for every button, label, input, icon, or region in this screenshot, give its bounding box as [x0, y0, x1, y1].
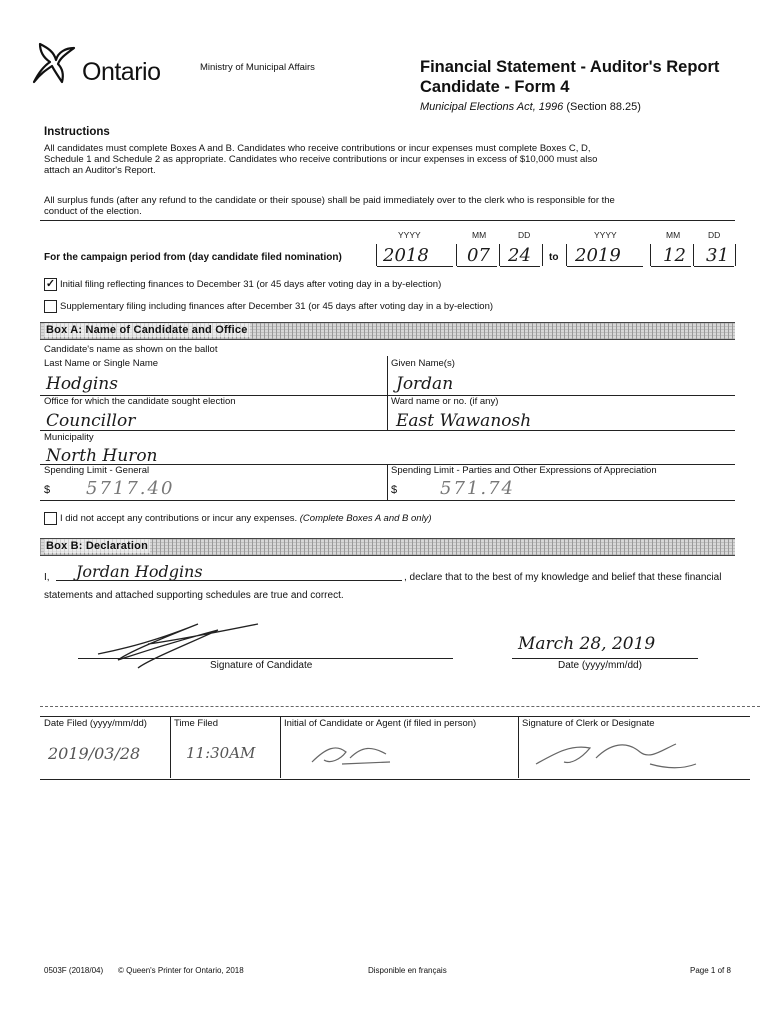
- clerk-signature-label: Signature of Clerk or Designate: [522, 718, 655, 729]
- time-filed-label: Time Filed: [174, 718, 218, 729]
- supplementary-filing-label: Supplementary filing including finances after December 31 (or 45 days after voting day in a by-election): [60, 301, 494, 312]
- period-to-label: to: [549, 252, 559, 263]
- box-b-title: Box B: Declaration: [46, 540, 149, 552]
- given-name-label: Given Name(s): [391, 358, 455, 369]
- act-name: Municipal Elections Act, 1996: [420, 101, 564, 113]
- no-contributions-note: (Complete Boxes A and B only): [299, 513, 432, 524]
- municipality-value[interactable]: North Huron: [46, 446, 158, 466]
- office-label: Office for which the candidate sought election: [44, 396, 236, 407]
- agent-initial-signature[interactable]: [306, 738, 396, 768]
- instructions-p2-l1: All surplus funds (after any refund to the candidate or their spouse) shall be paid immediately over to the clerk who is responsible for the: [44, 195, 615, 206]
- hdr-from-mm: MM: [472, 230, 487, 240]
- page-number: Page 1 of 8: [690, 966, 731, 975]
- from-mm-field[interactable]: 07: [457, 244, 497, 267]
- initial-agent-label: Initial of Candidate or Agent (if filed in person): [284, 718, 477, 729]
- initial-filing-checkbox[interactable]: [44, 278, 57, 291]
- to-yyyy-field[interactable]: 2019: [567, 244, 643, 267]
- last-name-value[interactable]: Hodgins: [46, 374, 118, 394]
- office-use-divider: [40, 706, 760, 707]
- logo-text: Ontario: [82, 58, 161, 86]
- spending-limit-parties-currency: $: [391, 484, 398, 496]
- ontario-logo: [30, 38, 190, 90]
- from-dd-field[interactable]: 24: [500, 244, 540, 267]
- declaration-date-label: Date (yyyy/mm/dd): [558, 660, 642, 671]
- instructions-heading: Instructions: [44, 126, 110, 138]
- spending-limit-general-value[interactable]: 5717.40: [86, 478, 175, 499]
- trillium-icon: [30, 38, 78, 86]
- box-a-title: Box A: Name of Candidate and Office: [46, 324, 248, 336]
- form-number: 0503F (2018/04): [44, 966, 104, 975]
- spending-limit-parties-label: Spending Limit - Parties and Other Expressions of Appreciation: [391, 465, 657, 476]
- title-line-2: Candidate - Form 4: [420, 78, 570, 96]
- clerk-signature[interactable]: [530, 734, 700, 774]
- checkmark-icon: ✓: [45, 278, 56, 290]
- declaration-date-value[interactable]: March 28, 2019: [518, 634, 656, 654]
- ballot-name-note: Candidate's name as shown on the ballot: [44, 344, 218, 355]
- hdr-to-mm: MM: [666, 230, 681, 240]
- instructions-p2-l2: conduct of the election.: [44, 206, 142, 217]
- hdr-to-yyyy: YYYY: [594, 230, 617, 240]
- instructions-p1-l2: Schedule 1 and Schedule 2 as appropriate. Candidates who receive contributions or incur expenses in excess of $10,000 must also: [44, 154, 598, 165]
- declaration-text-2: statements and attached supporting schedules are true and correct.: [44, 590, 344, 601]
- spending-limit-parties-value[interactable]: 571.74: [440, 478, 515, 499]
- no-contributions-checkbox[interactable]: [44, 512, 57, 525]
- instructions-divider: [40, 220, 735, 221]
- hdr-from-yyyy: YYYY: [398, 230, 421, 240]
- time-filed-value[interactable]: 11:30AM: [186, 744, 256, 762]
- copyright: © Queen's Printer for Ontario, 2018: [118, 966, 244, 975]
- declaration-text-1: , declare that to the best of my knowledge and belief that these financial: [404, 572, 722, 583]
- last-name-label: Last Name or Single Name: [44, 358, 159, 369]
- initial-filing-label: Initial filing reflecting finances to December 31 (or 45 days after voting day in a by-election): [60, 279, 442, 290]
- given-name-value[interactable]: Jordan: [396, 374, 454, 394]
- instructions-p1-l3: attach an Auditor's Report.: [44, 165, 156, 176]
- ward-value[interactable]: East Wawanosh: [396, 411, 532, 431]
- ministry-name: Ministry of Municipal Affairs: [200, 62, 315, 73]
- signature-label: Signature of Candidate: [210, 660, 313, 671]
- spending-limit-general-label: Spending Limit - General: [44, 465, 150, 476]
- title-line-1: Financial Statement - Auditor's Report: [420, 58, 720, 76]
- date-filed-value[interactable]: 2019/03/28: [48, 744, 141, 763]
- office-value[interactable]: Councillor: [46, 411, 136, 431]
- act-section: (Section 88.25): [566, 101, 641, 113]
- supplementary-filing-checkbox[interactable]: [44, 300, 57, 313]
- no-contributions-text: [60, 513, 432, 524]
- municipality-label: Municipality: [44, 432, 94, 443]
- declarant-name[interactable]: Jordan Hodgins: [76, 562, 203, 581]
- hdr-from-dd: DD: [518, 230, 531, 240]
- to-dd-field[interactable]: 31: [694, 244, 734, 267]
- declaration-i: I,: [44, 572, 50, 583]
- campaign-period-label: For the campaign period from (day candidate filed nomination): [44, 252, 342, 263]
- instructions-paragraph-2: [44, 195, 744, 217]
- to-mm-field[interactable]: 12: [651, 244, 691, 267]
- instructions-paragraph-1: [44, 143, 744, 176]
- date-filed-label: Date Filed (yyyy/mm/dd): [44, 718, 147, 729]
- from-yyyy-field[interactable]: 2018: [377, 244, 453, 267]
- french-version-link[interactable]: Disponible en français: [368, 966, 447, 975]
- form-title: [420, 58, 719, 113]
- no-contributions-label: I did not accept any contributions or incur any expenses.: [60, 513, 298, 524]
- spending-limit-general-currency: $: [44, 484, 51, 496]
- instructions-p1-l1: All candidates must complete Boxes A and B. Candidates who receive contributions or incur expenses must complete Boxes C, D,: [44, 143, 591, 154]
- ward-label: Ward name or no. (if any): [391, 396, 499, 407]
- act-reference: [420, 101, 719, 113]
- hdr-to-dd: DD: [708, 230, 721, 240]
